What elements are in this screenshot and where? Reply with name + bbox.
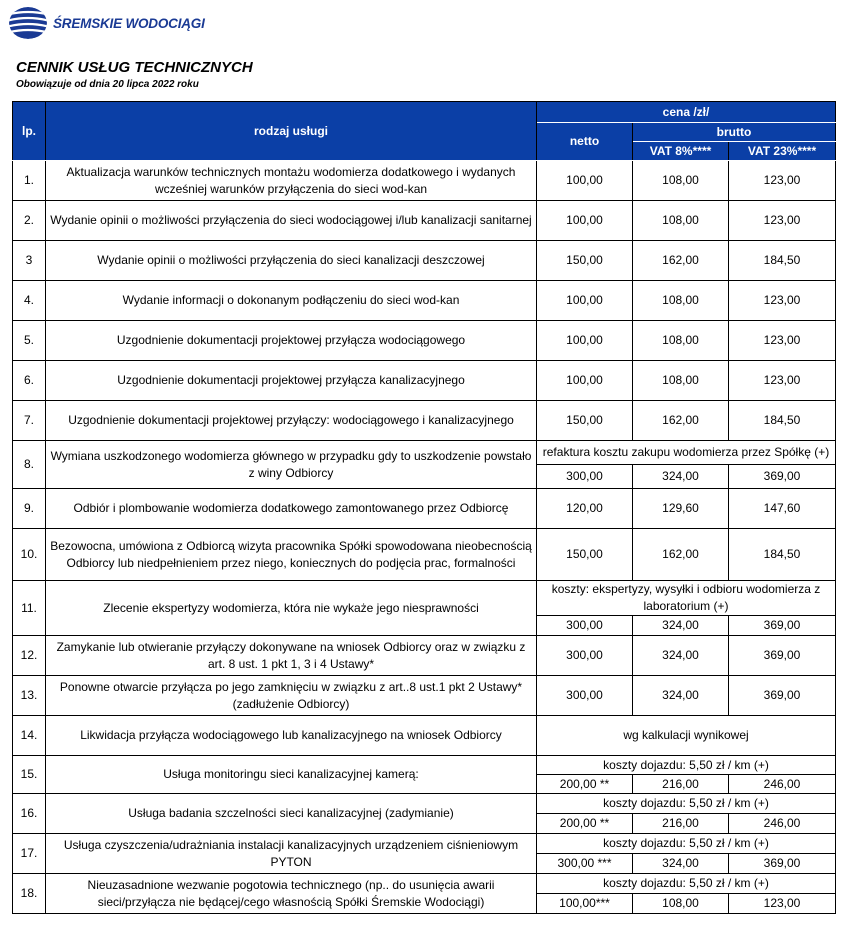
row-vat8: 108,00 — [633, 361, 729, 401]
row-vat8: 162,00 — [633, 529, 729, 581]
row-lp: 7. — [13, 401, 46, 441]
row-note: koszty dojazdu: 5,50 zł / km (+) — [537, 794, 836, 814]
table-row — [13, 874, 836, 894]
row-lp: 3 — [13, 241, 46, 281]
row-lp: 2. — [13, 201, 46, 241]
row-lp: 1. — [13, 161, 46, 201]
row-service: Usługa badania szczelności sieci kanalizacyjnej (zadymianie) — [46, 794, 537, 834]
row-vat8: 216,00 — [633, 814, 729, 834]
table-row — [13, 361, 836, 401]
row-lp: 8. — [13, 441, 46, 489]
row-merged-note: wg kalkulacji wynikowej — [537, 716, 836, 756]
row-vat23: 123,00 — [729, 894, 836, 914]
row-vat23: 123,00 — [729, 161, 836, 201]
row-vat8: 324,00 — [633, 854, 729, 874]
row-service: Usługa monitoringu sieci kanalizacyjnej kamerą: — [46, 756, 537, 794]
row-service: Ponowne otwarcie przyłącza po jego zamknięciu w związku z art..8 ust.1 pkt 2 Ustawy* (zadłużenie Odbiorcy) — [46, 676, 537, 716]
row-netto: 100,00 — [537, 201, 633, 241]
row-service: Bezowocna, umówiona z Odbiorcą wizyta pracownika Spółki spowodowana nieobecnością Odbiorcy lub niedpełnieniem przez niego, koniecznych do podjęcia prac, formalności — [46, 529, 537, 581]
row-netto: 150,00 — [537, 401, 633, 441]
row-service: Wymiana uszkodzonego wodomierza głównego w przypadku gdy to uszkodzenie powstało z winy Odbiorcy — [46, 441, 537, 489]
row-lp: 9. — [13, 489, 46, 529]
row-netto: 300,00 — [537, 636, 633, 676]
row-vat23: 369,00 — [729, 616, 836, 636]
row-lp: 11. — [13, 581, 46, 636]
table-row — [13, 529, 836, 581]
row-vat8: 324,00 — [633, 636, 729, 676]
row-netto: 300,00 *** — [537, 854, 633, 874]
row-netto: 100,00*** — [537, 894, 633, 914]
col-header-lp: lp. — [13, 102, 46, 161]
row-service: Wydanie informacji o dokonanym podłączeniu do sieci wod-kan — [46, 281, 537, 321]
row-service: Uzgodnienie dokumentacji projektowej przyłącza kanalizacyjnego — [46, 361, 537, 401]
row-service: Nieuzasadnione wezwanie pogotowia technicznego (np.. do usunięcia awarii sieci/przyłącza nie będącej/cego własnością Spółki Śremskie Wodociągi) — [46, 874, 537, 914]
row-service: Wydanie opinii o możliwości przyłączenia do sieci wodociągowej i/lub kanalizacji sanitarnej — [46, 201, 537, 241]
row-vat8: 108,00 — [633, 321, 729, 361]
row-lp: 18. — [13, 874, 46, 914]
row-lp: 17. — [13, 834, 46, 874]
table-row — [13, 161, 836, 201]
row-service: Uzgodnienie dokumentacji projektowej przyłącza wodociągowego — [46, 321, 537, 361]
row-vat23: 123,00 — [729, 201, 836, 241]
col-header-brutto: brutto — [633, 123, 836, 142]
row-vat8: 324,00 — [633, 616, 729, 636]
table-row — [13, 581, 836, 616]
row-lp: 10. — [13, 529, 46, 581]
table-row — [13, 281, 836, 321]
row-service: Uzgodnienie dokumentacji projektowej przyłączy: wodociągowego i kanalizacyjnego — [46, 401, 537, 441]
row-lp: 6. — [13, 361, 46, 401]
table-row — [13, 441, 836, 465]
col-header-vat8: VAT 8%**** — [633, 142, 729, 161]
row-note: koszty: ekspertyzy, wysyłki i odbioru wodomierza z laboratorium (+) — [537, 581, 836, 616]
table-row — [13, 794, 836, 814]
table-row — [13, 716, 836, 756]
table-row — [13, 676, 836, 716]
row-vat23: 184,50 — [729, 401, 836, 441]
row-vat8: 108,00 — [633, 161, 729, 201]
row-note: refaktura kosztu zakupu wodomierza przez Spółkę (+) — [537, 441, 836, 465]
row-vat8: 129,60 — [633, 489, 729, 529]
brand-logo — [8, 6, 205, 40]
row-vat23: 369,00 — [729, 465, 836, 489]
row-netto: 200,00 ** — [537, 775, 633, 794]
row-vat8: 324,00 — [633, 676, 729, 716]
price-table — [12, 101, 836, 914]
table-row — [13, 834, 836, 854]
row-netto: 100,00 — [537, 161, 633, 201]
table-row — [13, 401, 836, 441]
row-vat23: 246,00 — [729, 814, 836, 834]
stripes-globe-icon — [8, 6, 48, 40]
row-lp: 12. — [13, 636, 46, 676]
col-header-service: rodzaj usługi — [46, 102, 537, 161]
row-vat8: 162,00 — [633, 401, 729, 441]
row-vat23: 369,00 — [729, 854, 836, 874]
row-vat8: 108,00 — [633, 201, 729, 241]
row-service: Usługa czyszczenia/udrażniania instalacji kanalizacyjnych urządzeniem ciśnieniowym PYTON — [46, 834, 537, 874]
row-lp: 4. — [13, 281, 46, 321]
row-netto: 120,00 — [537, 489, 633, 529]
row-lp: 14. — [13, 716, 46, 756]
table-row — [13, 489, 836, 529]
row-service: Likwidacja przyłącza wodociągowego lub kanalizacyjnego na wniosek Odbiorcy — [46, 716, 537, 756]
col-header-price: cena /zł/ — [537, 102, 836, 123]
row-vat23: 123,00 — [729, 321, 836, 361]
row-netto: 150,00 — [537, 241, 633, 281]
row-vat23: 123,00 — [729, 281, 836, 321]
row-netto: 300,00 — [537, 616, 633, 636]
row-note: koszty dojazdu: 5,50 zł / km (+) — [537, 834, 836, 854]
row-vat8: 108,00 — [633, 894, 729, 914]
row-vat8: 216,00 — [633, 775, 729, 794]
row-netto: 100,00 — [537, 281, 633, 321]
row-service: Zlecenie ekspertyzy wodomierza, która nie wykaże jego niesprawności — [46, 581, 537, 636]
row-vat23: 147,60 — [729, 489, 836, 529]
brand-name: ŚREMSKIE WODOCIĄGI — [53, 15, 205, 31]
row-service: Aktualizacja warunków technicznych montażu wodomierza dodatkowego i wydanych wcześniej warunków przyłączenia do sieci wod-kan — [46, 161, 537, 201]
row-lp: 15. — [13, 756, 46, 794]
row-service: Zamykanie lub otwieranie przyłączy dokonywane na wniosek Odbiorcy oraz w związku z art. 8 ust. 1 pkt 1, 3 i 4 Ustawy* — [46, 636, 537, 676]
row-netto: 300,00 — [537, 676, 633, 716]
row-vat8: 324,00 — [633, 465, 729, 489]
row-vat8: 162,00 — [633, 241, 729, 281]
table-row — [13, 201, 836, 241]
price-table-body — [13, 161, 836, 914]
row-service: Wydanie opinii o możliwości przyłączenia do sieci kanalizacji deszczowej — [46, 241, 537, 281]
row-netto: 100,00 — [537, 361, 633, 401]
row-lp: 5. — [13, 321, 46, 361]
row-netto: 300,00 — [537, 465, 633, 489]
row-note: koszty dojazdu: 5,50 zł / km (+) — [537, 756, 836, 775]
row-vat23: 246,00 — [729, 775, 836, 794]
row-lp: 16. — [13, 794, 46, 834]
row-vat23: 184,50 — [729, 529, 836, 581]
row-vat23: 184,50 — [729, 241, 836, 281]
row-lp: 13. — [13, 676, 46, 716]
row-vat23: 369,00 — [729, 636, 836, 676]
table-row — [13, 636, 836, 676]
page-subtitle: Obowiązuje od dnia 20 lipca 2022 roku — [16, 79, 199, 90]
row-note: koszty dojazdu: 5,50 zł / km (+) — [537, 874, 836, 894]
row-vat8: 108,00 — [633, 281, 729, 321]
row-service: Odbiór i plombowanie wodomierza dodatkowego zamontowanego przez Odbiorcę — [46, 489, 537, 529]
table-row — [13, 321, 836, 361]
col-header-vat23: VAT 23%**** — [729, 142, 836, 161]
row-netto: 150,00 — [537, 529, 633, 581]
row-netto: 200,00 ** — [537, 814, 633, 834]
page-title: CENNIK USŁUG TECHNICZNYCH — [16, 59, 253, 76]
row-vat23: 123,00 — [729, 361, 836, 401]
col-header-netto: netto — [537, 123, 633, 161]
row-vat23: 369,00 — [729, 676, 836, 716]
row-netto: 100,00 — [537, 321, 633, 361]
table-row — [13, 756, 836, 775]
table-row — [13, 241, 836, 281]
price-table-header — [13, 102, 836, 161]
